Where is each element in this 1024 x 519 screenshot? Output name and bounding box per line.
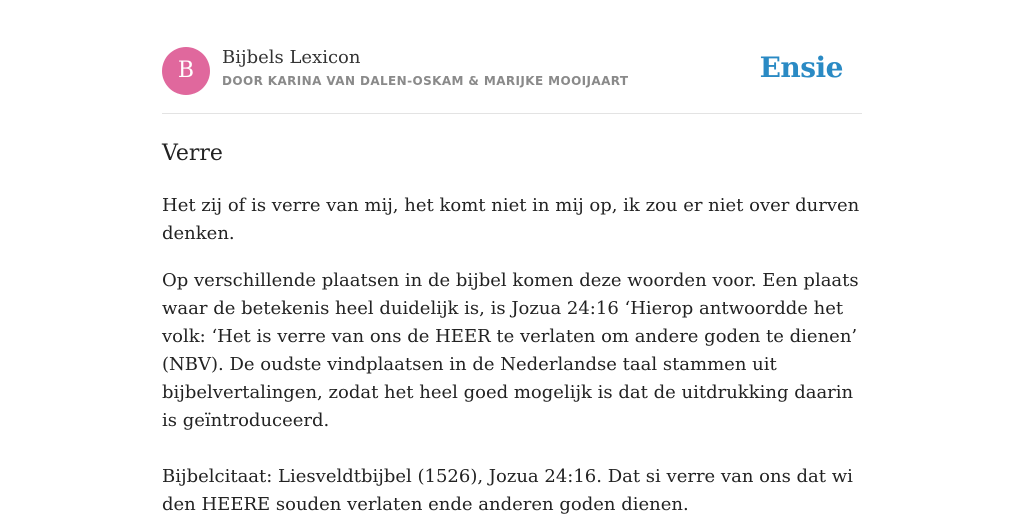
- ensie-logo[interactable]: Ensie: [759, 51, 843, 84]
- source-title[interactable]: Bijbels Lexicon: [222, 47, 361, 68]
- source-authors: DOOR KARINA VAN DALEN-OSKAM & MARIJKE MOOIJAART: [222, 74, 629, 88]
- entry-card: [162, 47, 862, 519]
- entry-definition: Het zij of is verre van mij, het komt niet in mij op, ik zou er niet over durven denken.: [162, 195, 860, 244]
- entry-title: Verre: [162, 141, 223, 166]
- entry-citation: Bijbelcitaat: Liesveldtbijbel (1526), Jozua 24:16. Dat si verre van ons dat wi den HEERE souden verlaten ende anderen goden dienen.: [162, 466, 853, 515]
- entry-explanation: Op verschillende plaatsen in de bijbel komen deze woorden voor. Een plaats waar de betekenis heel duidelijk is, is Jozua 24:16 ‘Hierop antwoordde het volk: ‘Het is verre van ons de HEER te verlaten om andere goden te dienen’ (NBV). De oudste vindplaatsen in de Nederlandse taal stammen uit bijbelvertalingen, zodat het heel goed mogelijk is dat de uitdrukking daarin is geïntroduceerd.: [162, 270, 859, 431]
- source-header: [162, 47, 862, 114]
- source-avatar[interactable]: B: [162, 47, 210, 95]
